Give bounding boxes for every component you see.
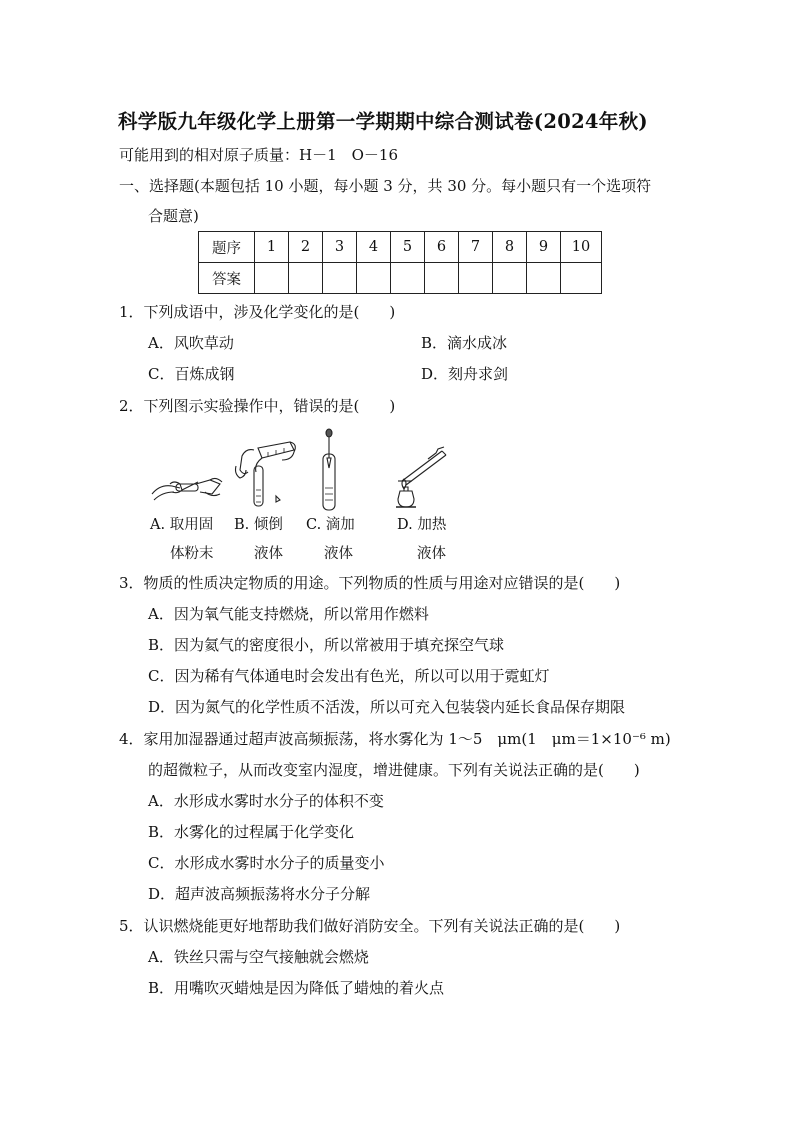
q5-stem: 5．认识燃烧能更好地帮助我们做好消防安全。下列有关说法正确的是( ) — [119, 917, 621, 935]
table-label-number: 题序 — [199, 232, 255, 263]
answer-table — [198, 231, 602, 294]
q3-option-d: D．因为氮气的化学性质不活泼，所以可充入包装袋内延长食品保存期限 — [148, 698, 626, 716]
answer-table-answer-row — [199, 263, 602, 294]
q2-caption-d-line2: 液体 — [417, 546, 446, 562]
table-number: 9 — [527, 232, 561, 263]
table-number: 4 — [357, 232, 391, 263]
q2-caption-c-line2: 液体 — [324, 546, 353, 562]
answer-table-header-row — [199, 232, 602, 263]
q1-stem: 1．下列成语中，涉及化学变化的是( ) — [119, 303, 396, 321]
q1-option-a: A．风吹草动 — [148, 334, 234, 352]
answer-cell[interactable] — [391, 263, 425, 294]
atomic-masses-note: 可能用到的相对原子质量：H－1 O－16 — [119, 146, 399, 164]
table-number: 1 — [255, 232, 289, 263]
q3-option-a: A．因为氧气能支持燃烧，所以常用作燃料 — [148, 605, 429, 623]
q4-option-a: A．水形成水雾时水分子的体积不变 — [148, 792, 384, 810]
answer-cell[interactable] — [493, 263, 527, 294]
answer-cell[interactable] — [255, 263, 289, 294]
table-label-answer: 答案 — [199, 263, 255, 294]
q3-option-c: C．因为稀有气体通电时会发出有色光，所以可以用于霓虹灯 — [148, 667, 550, 685]
table-number: 3 — [323, 232, 357, 263]
table-number: 2 — [289, 232, 323, 263]
q4-option-b: B．水雾化的过程属于化学变化 — [148, 823, 355, 841]
section1-heading: 一、选择题(本题包括 10 小题，每小题 3 分，共 30 分。每小题只有一个选项符 — [119, 177, 652, 195]
q2-caption-a-line2: 体粉末 — [170, 546, 214, 562]
q3-option-b: B．因为氦气的密度很小，所以常被用于填充探空气球 — [148, 636, 505, 654]
q3-stem: 3．物质的性质决定物质的用途。下列物质的性质与用途对应错误的是( ) — [119, 574, 621, 592]
q2-caption-a-line1: A. 取用固 — [150, 517, 214, 533]
q4-stem-cont: 的超微粒子，从而改变室内湿度，增进健康。下列有关说法正确的是( ) — [148, 761, 640, 779]
table-number: 5 — [391, 232, 425, 263]
q1-option-d: D．刻舟求剑 — [421, 365, 509, 383]
table-number: 7 — [459, 232, 493, 263]
q5-option-b: B．用嘴吹灭蜡烛是因为降低了蜡烛的着火点 — [148, 979, 445, 997]
pouring-liquid-illustration-icon — [232, 440, 300, 510]
q4-stem: 4．家用加湿器通过超声波高频振荡，将水雾化为 1～5 μm(1 μm＝1×10⁻⁶ m) — [119, 730, 671, 748]
q1-option-c: C．百炼成钢 — [148, 365, 235, 383]
page-title: 科学版九年级化学上册第一学期期中综合测试卷(2024年秋) — [118, 110, 648, 133]
answer-cell[interactable] — [561, 263, 602, 294]
q2-caption-b-line2: 液体 — [254, 546, 283, 562]
answer-cell[interactable] — [357, 263, 391, 294]
table-number: 6 — [425, 232, 459, 263]
q2-stem: 2．下列图示实验操作中，错误的是( ) — [119, 397, 396, 415]
powder-transfer-illustration-icon — [150, 470, 225, 508]
answer-cell[interactable] — [459, 263, 493, 294]
q4-option-c: C．水形成水雾时水分子的质量变小 — [148, 854, 385, 872]
q2-caption-c-line1: C. 滴加 — [306, 517, 355, 533]
dropper-illustration-icon — [317, 428, 341, 512]
table-number: 10 — [561, 232, 602, 263]
q2-caption-d-line1: D. 加热 — [397, 517, 447, 533]
heating-liquid-illustration-icon — [390, 445, 452, 511]
answer-cell[interactable] — [289, 263, 323, 294]
answer-cell[interactable] — [527, 263, 561, 294]
table-number: 8 — [493, 232, 527, 263]
q5-option-a: A．铁丝只需与空气接触就会燃烧 — [148, 948, 369, 966]
q2-caption-b-line1: B. 倾倒 — [234, 517, 283, 533]
q4-option-d: D．超声波高频振荡将水分子分解 — [148, 885, 371, 903]
section1-heading-cont: 合题意) — [148, 207, 199, 225]
q1-option-b: B．滴水成冰 — [421, 334, 508, 352]
answer-cell[interactable] — [323, 263, 357, 294]
answer-cell[interactable] — [425, 263, 459, 294]
